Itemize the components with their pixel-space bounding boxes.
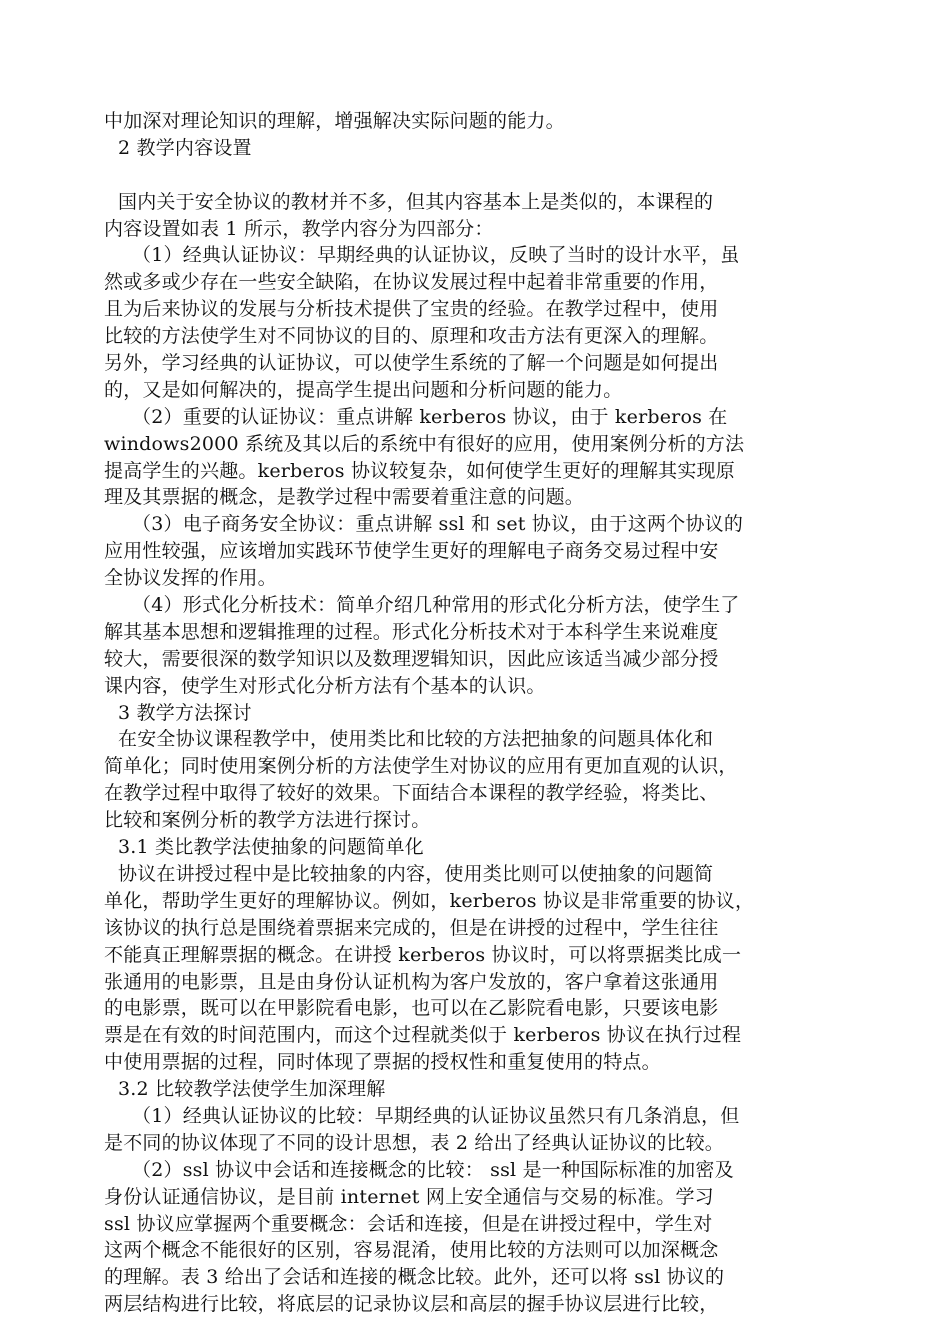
paragraph-line: 的，又是如何解决的，提高学生提出问题和分析问题的能力。	[104, 378, 623, 401]
paragraph-line: 张通用的电影票，且是由身份认证机构为客户发放的，客户拿着这张通用	[104, 970, 719, 993]
paragraph-line: 应用性较强，应该增加实践环节使学生更好的理解电子商务交易过程中安	[104, 540, 719, 563]
paragraph-line: ssl 协议应掌握两个重要概念：会话和连接，但是在讲授过程中，学生对	[104, 1212, 713, 1235]
document-body	[104, 108, 834, 1318]
paragraph-line: 解其基本思想和逻辑推理的过程。形式化分析技术对于本科学生来说难度	[104, 620, 719, 643]
paragraph-line: 另外，学习经典的认证协议，可以使学生系统的了解一个问题是如何提出	[104, 352, 719, 375]
paragraph-line: （4）形式化分析技术：简单介绍几种常用的形式化分析方法，使学生了	[132, 594, 740, 617]
paragraph-line: 在安全协议课程教学中，使用类比和比较的方法把抽象的问题具体化和	[118, 728, 714, 751]
paragraph-line: 提高学生的兴趣。kerberos 协议较复杂，如何使学生更好的理解其实现原	[104, 459, 735, 482]
paragraph-line: （2）ssl 协议中会话和连接概念的比较： ssl 是一种国际标准的加密及	[132, 1158, 734, 1181]
blank-line	[104, 162, 834, 189]
paragraph-line: 且为后来协议的发展与分析技术提供了宝贵的经验。在教学过程中，使用	[104, 298, 719, 321]
section-heading: 3 教学方法探讨	[118, 701, 252, 724]
paragraph-line: （1）经典认证协议的比较：早期经典的认证协议虽然只有几条消息，但	[132, 1104, 740, 1127]
paragraph-line: （1）经典认证协议：早期经典的认证协议，反映了当时的设计水平，虽	[132, 244, 740, 267]
paragraph-line: 是不同的协议体现了不同的设计思想，表 2 给出了经典认证协议的比较。	[104, 1131, 724, 1154]
paragraph-line: 票是在有效的时间范围内，而这个过程就类似于 kerberos 协议在执行过程	[104, 1024, 742, 1047]
paragraph-line: 然或多或少存在一些安全缺陷，在协议发展过程中起着非常重要的作用，	[104, 271, 719, 294]
paragraph-line: 单化，帮助学生更好的理解协议。例如，kerberos 协议是非常重要的协议，	[104, 889, 755, 912]
paragraph-line: 理及其票据的概念，是教学过程中需要着重注意的问题。	[104, 486, 585, 509]
paragraph-line: 该协议的执行总是围绕着票据来完成的，但是在讲授的过程中，学生往往	[104, 916, 719, 939]
section-heading: 2 教学内容设置	[118, 136, 252, 159]
paragraph-line: 中使用票据的过程，同时体现了票据的授权性和重复使用的特点。	[104, 1051, 661, 1074]
paragraph-line: 的理解。表 3 给出了会话和连接的概念比较。此外，还可以将 ssl 协议的	[104, 1266, 725, 1289]
paragraph-line: 较大，需要很深的数学知识以及数理逻辑知识，因此应该适当减少部分授	[104, 647, 719, 670]
paragraph-line: 协议在讲授过程中是比较抽象的内容，使用类比则可以使抽象的问题简	[118, 862, 714, 885]
subsection-heading: 3.2 比较教学法使学生加深理解	[118, 1078, 386, 1101]
paragraph-line: 两层结构进行比较，将底层的记录协议层和高层的握手协议层进行比较，	[104, 1293, 719, 1316]
paragraph-line: （2）重要的认证协议：重点讲解 kerberos 协议，由于 kerberos 在	[132, 405, 728, 428]
paragraph-line: 比较的方法使学生对不同协议的目的、原理和攻击方法有更深入的理解。	[104, 325, 719, 348]
paragraph-line: 这两个概念不能很好的区别，容易混淆，使用比较的方法则可以加深概念	[104, 1239, 719, 1262]
paragraph-line: windows2000 系统及其以后的系统中有很好的应用，使用案例分析的方法	[104, 432, 745, 455]
paragraph-line: 国内关于安全协议的教材并不多，但其内容基本上是类似的，本课程的	[118, 190, 714, 213]
paragraph-line: 简单化；同时使用案例分析的方法使学生对协议的应用有更加直观的认识，	[104, 755, 738, 778]
paragraph-line: 在教学过程中取得了较好的效果。下面结合本课程的教学经验，将类比、	[104, 782, 719, 805]
paragraph-line: 不能真正理解票据的概念。在讲授 kerberos 协议时，可以将票据类比成一	[104, 943, 742, 966]
paragraph-line: （3）电子商务安全协议：重点讲解 ssl 和 set 协议，由于这两个协议的	[132, 513, 744, 536]
paragraph-line: 全协议发挥的作用。	[104, 567, 277, 590]
paragraph-line: 身份认证通信协议，是目前 internet 网上安全通信与交易的标准。学习	[104, 1185, 714, 1208]
paragraph-line: 的电影票，既可以在甲影院看电影，也可以在乙影院看电影，只要该电影	[104, 997, 719, 1020]
paragraph-line: 比较和案例分析的教学方法进行探讨。	[104, 809, 431, 832]
paragraph-line: 内容设置如表 1 所示，教学内容分为四部分：	[104, 217, 494, 240]
paragraph-line: 中加深对理论知识的理解，增强解决实际问题的能力。	[104, 110, 565, 132]
subsection-heading: 3.1 类比教学法使抽象的问题简单化	[118, 836, 424, 859]
paragraph-line: 课内容，使学生对形式化分析方法有个基本的认识。	[104, 674, 546, 697]
